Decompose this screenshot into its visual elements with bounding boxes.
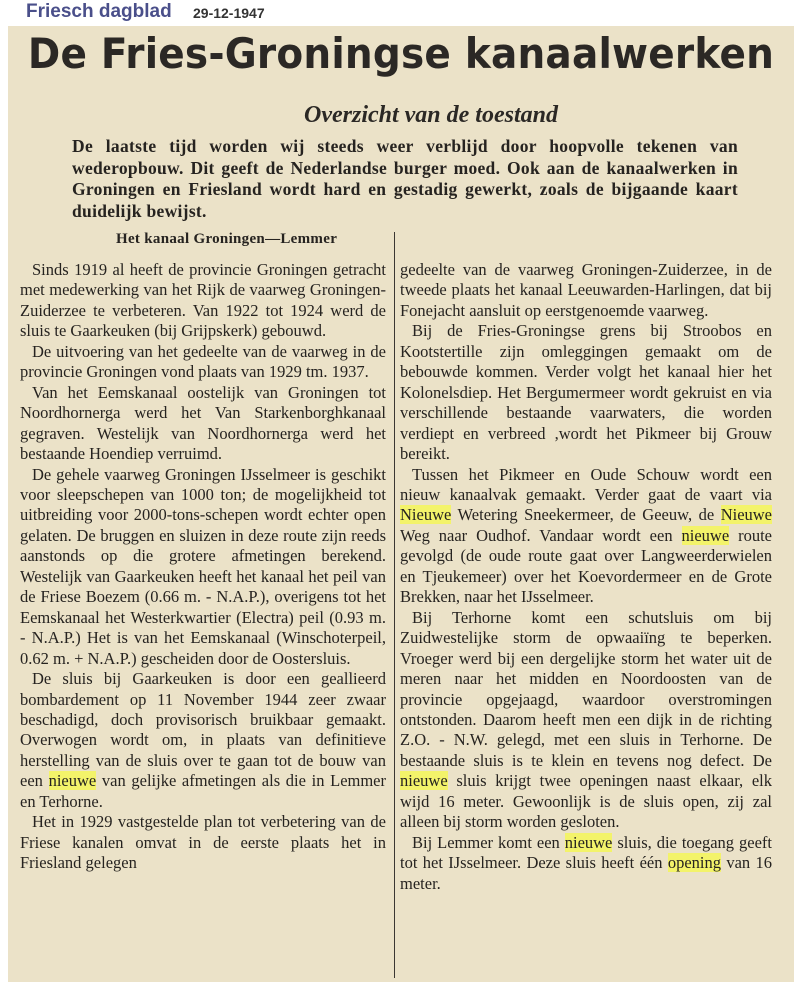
- text-run: route gevolgd (de oude route gaat over Langweerderwielen en Tjeukemeer) over het Koevordermeer en de Grote Brekken, naar het IJsselmeer.: [400, 525, 772, 607]
- text-run: Bij Lemmer komt een: [412, 832, 565, 852]
- paragraph: Sinds 1919 al heeft de provincie Groningen getracht met medewerking van het Rijk de vaarweg Groningen-Zuiderzee te verbeteren. Van 1922 tot 1924 werd de sluis te Gaarkeuken (bij Grijpskerk) gebouwd.: [20, 260, 386, 341]
- text-run: Bij Terhorne komt een schutsluis om bij Zuidwestelijke storm de opwaaiïng te beperken. Vroeger werd bij een dergelijke storm het water uit de meren naar het midden en Noordoosten van de provincie opgejaagd, waardoor overstromingen ontstonden. Daarom heeft men een dijk in de richting Z.O. - N.W. gelegd, met een sluis in Terhorne. De bestaande sluis is te klein en tevens nog defect. De: [400, 607, 772, 770]
- search-highlight: nieuwe: [48, 771, 97, 791]
- paragraph: Het in 1929 vastgestelde plan tot verbetering van de Friese kanalen omvat in de eerste plaats het in Friesland gelegen: [20, 812, 386, 873]
- column-divider: [394, 232, 395, 978]
- paragraph: Bij de Fries-Groningse grens bij Stroobos en Kootstertille zijn omleggingen gemaakt om de bebouwde kommen. Verder volgt het kanaal hier het Kolonelsdiep. Het Bergumermeer wordt gekruist en via verschillende bestaande vaarwaters, die worden verdiept en verbreed ,wordt het Pikmeer bij Grouw bereikt.: [400, 321, 772, 464]
- paragraph: Van het Eemskanaal oostelijk van Groningen tot Noordhornerga werd het Van Starkenborghkanaal gegraven. Westelijk van Noordhornerga werd het bestaande Hoendiep verruimd.: [20, 382, 386, 464]
- paragraph: [400, 608, 772, 833]
- article-column-left: [20, 260, 386, 874]
- newspaper-clipping: [8, 26, 794, 982]
- text-run: van 16 meter.: [400, 853, 773, 893]
- article-column-right: [400, 260, 772, 894]
- paragraph: [20, 669, 386, 812]
- paragraph: [400, 465, 772, 608]
- article-headline: De Fries-Groningse kanaalwerken: [27, 30, 775, 79]
- text-run: sluis, die toegang geeft tot het IJsselmeer. Deze sluis heeft één: [400, 832, 772, 873]
- publication-date: 29-12-1947: [193, 5, 265, 21]
- paragraph: De uitvoering van het gedeelte van de vaarweg in de provincie Groningen vond plaats van 1929 tm. 1937.: [20, 341, 386, 382]
- text-run: De sluis bij Gaarkeuken is door een geallieerd bombardement op 11 November 1944 zeer zwaar beschadigd, doch provisorisch bruikbaar gemaakt. Overwogen wordt om, in plaats van definitieve herstelling van de sluis over te gaan tot de bouw van een: [20, 669, 386, 791]
- text-run: Weg naar Oudhof. Vandaar wordt een: [400, 525, 682, 545]
- text-run: sluis krijgt twee openingen naast elkaar, elk wijd 16 meter. Gewoonlijk is de sluis open, zij zal alleen bij storm worden gesloten.: [400, 771, 773, 832]
- section-title: Het kanaal Groningen—Lemmer: [116, 231, 338, 247]
- article-intro: De laatste tijd worden wij steeds weer verblijd door hoopvolle tekenen van wederopbouw. Dit geeft de Nederlandse burger moed. Ook aan de kanaalwerken in Groningen en Friesland wordt hard en gestadig gewerkt, zoals de bijgaande kaart duidelijk bewijst.: [72, 136, 738, 221]
- paragraph: gedeelte van de vaarweg Groningen-Zuiderzee, in de tweede plaats het kanaal Leeuwarden-Harlingen, dat bij Fonejacht aansluit op eerstgenoemde vaarweg.: [400, 260, 772, 320]
- source-bar: [0, 0, 800, 26]
- search-highlight: opening: [667, 853, 721, 873]
- search-highlight: nieuwe: [564, 832, 613, 852]
- text-run: Tussen het Pikmeer en Oude Schouw wordt een nieuw kanaalvak gemaakt. Verder gaat de vaart via: [400, 464, 772, 504]
- paragraph: De gehele vaarweg Groningen IJsselmeer is geschikt voor sleepschepen van 1000 ton; de mogelijkheid tot uitbreiding voor 2000-tons-schepen wordt echter open gelaten. De bruggen en sluizen in deze route zijn reeds aanstonds op die grotere afmetingen berekend. Westelijk van Gaarkeuken heeft het kanaal het peil van de Friese Boezem (0.66 m. - N.A.P.), overigens tot het Eemskanaal het Westerkwartier (Electra) peil (0.93 m. - N.A.P.) Het is van het Eemskanaal (Winschoterpeil, 0.62 m. + N.A.P.) gescheiden door de Oostersluis.: [20, 464, 386, 668]
- publication-name: Friesch dagblad: [26, 1, 172, 22]
- search-highlight: Nieuwe: [720, 505, 773, 525]
- article-subheadline: Overzicht van de toestand: [304, 102, 558, 128]
- paragraph: [400, 833, 772, 894]
- search-highlight: nieuwe: [681, 525, 730, 545]
- text-run: van gelijke afmetingen als die in Lemmer en Terhorne.: [20, 771, 387, 811]
- search-highlight: Nieuwe: [400, 505, 452, 525]
- text-run: Wetering Sneekermeer, de Geeuw, de: [457, 505, 721, 525]
- search-highlight: nieuwe: [400, 771, 448, 791]
